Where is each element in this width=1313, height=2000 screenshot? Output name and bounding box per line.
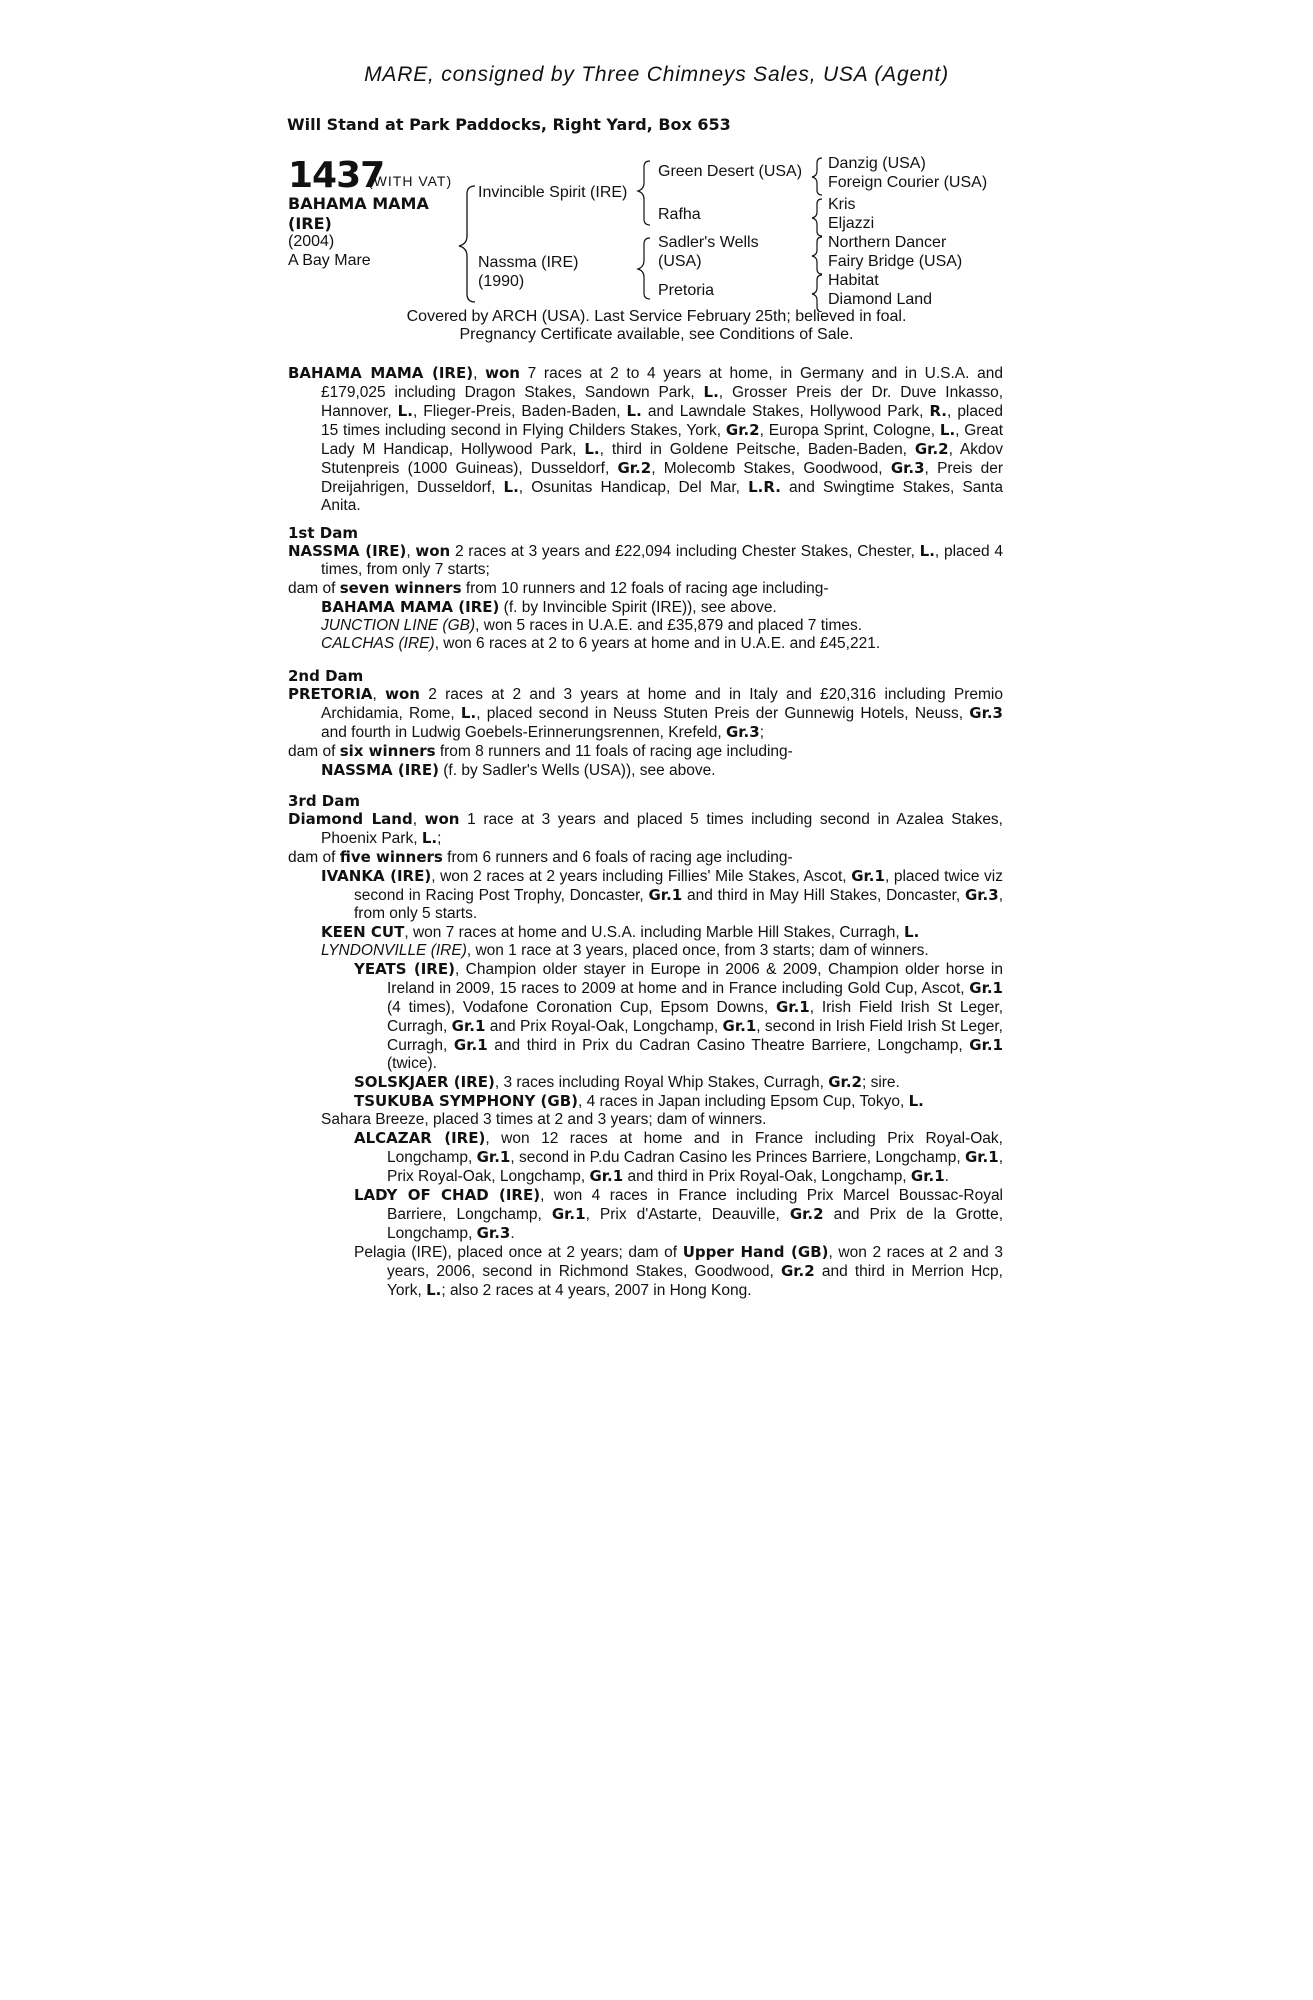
ped-dam-dam: Pretoria <box>658 282 715 299</box>
third-dam-heading: 3rd Dam <box>288 792 360 810</box>
third-dam-name: Diamond Land <box>288 810 413 828</box>
produce-bahama-mama: BAHAMA MAMA (IRE) <box>321 598 500 616</box>
second-dam-name: PRETORIA <box>288 685 373 703</box>
second-dam-heading: 2nd Dam <box>288 667 364 685</box>
ped-ds-sire: Northern Dancer <box>828 234 947 251</box>
produce-lady-of-chad: LADY OF CHAD (IRE) <box>354 1186 541 1204</box>
record-horse-name: BAHAMA MAMA (IRE) <box>288 364 474 382</box>
produce-keen-cut: KEEN CUT <box>321 923 405 941</box>
ped-sire-sire: Green Desert (USA) <box>658 163 803 180</box>
first-dam-heading: 1st Dam <box>288 524 358 542</box>
stand-location: Will Stand at Park Paddocks, Right Yard, Box 653 <box>287 115 731 134</box>
produce-yeats: YEATS (IRE) <box>354 960 455 978</box>
produce-tsukuba-symphony: TSUKUBA SYMPHONY (GB) <box>354 1092 579 1110</box>
ped-dd-sire: Habitat <box>828 272 879 289</box>
first-dam-section: 1st Dam NASSMA (IRE), won 2 races at 3 years and £22,094 including Chester Stakes, Chester, L., placed 4 times, from only 7 starts; dam of seven winners from 10 runners and 12 foals of racing age including- BAHAMA MAMA (IRE) (f. by Invincible Spirit (IRE)), see above. JUNCTION LINE (GB), won 5 races in U.A.E. and £35,879 and placed 7 times. CALCHAS (IRE), won 6 races at 2 to 6 years at home and in U.A.E. and £45,221. <box>288 524 1003 652</box>
ped-dd-dam: Diamond Land <box>828 291 933 308</box>
produce-upper-hand: Upper Hand (GB) <box>682 1243 829 1261</box>
horse-name-line2: (IRE) <box>288 214 332 233</box>
foaling-year: (2004) <box>288 233 335 250</box>
page-header: MARE, consigned by Three Chimneys Sales, USA (Agent) <box>364 63 949 86</box>
produce-nassma: NASSMA (IRE) <box>321 761 439 779</box>
lot-number: 1437 <box>288 155 385 196</box>
ped-sd-dam: Eljazzi <box>828 215 875 232</box>
covered-line1: Covered by ARCH (USA). Last Service February 25th; believed in foal. <box>406 308 907 325</box>
first-dam-name: NASSMA (IRE) <box>288 542 407 560</box>
ped-dam-sire-line1: Sadler's Wells <box>658 234 759 251</box>
third-dam-section: 3rd Dam Diamond Land, won 1 race at 3 years and placed 5 times including second in Azalea Stakes, Phoenix Park, L.; dam of five winners from 6 runners and 6 foals of racing age including- IVANKA (IRE), won 2 races at 2 years including Fillies' Mile Stakes, Ascot, Gr.1, placed twice viz second in Racing Post Trophy, Doncaster, Gr.1 and third in May Hill Stakes, Doncaster, Gr.3, from only 5 starts. KEEN CUT, won 7 races at home and U.S.A. including Marble Hill Stakes, Curragh, L. LYNDONVILLE (IRE), won 1 race at 3 years, placed once, from 3 starts; dam of winners. YEATS (IRE), Champion older stayer in Europe in 2006 & 2009, Champion older horse in Ireland in 2009, 15 races to 2009 at home and in France including Gold Cup, Ascot, Gr.1 (4 times), Vodafone Coronation Cup, Epsom Downs, Gr.1, Irish Field Irish St Leger, Curragh, Gr.1 and Prix Royal-Oak, Longchamp, Gr.1, second in Irish Field Irish St Leger, Curragh, Gr.1 and third in Prix du Cadran Casino Theatre Barriere, Longchamp, Gr.1 (twice). SOLSKJAER (IRE), 3 races including Royal Whip Stakes, Curragh, Gr.2; sire. TSUKUBA SYMPHONY (GB), 4 races in Japan including Epsom Cup, Tokyo, L. Sahara Breeze, placed 3 times at 2 and 3 years; dam of winners. ALCAZAR (IRE), won 12 races at home and in France including Prix Royal-Oak, Longchamp, Gr.1, second in P.du Cadran Casino les Princes Barriere, Longchamp, Gr.1, Prix Royal-Oak, Longchamp, Gr.1 and third in Prix Royal-Oak, Longchamp, Gr.1. LADY OF CHAD (IRE), won 4 races in France including Prix Marcel Boussac-Royal Barriere, Longchamp, Gr.1, Prix d'Astarte, Deauville, Gr.2 and Prix de la Grotte, Longchamp, Gr.3. Pelagia (IRE), placed once at 2 years; dam of Upper Hand (GB), won 2 races at 2 and 3 years, 2006, second in Richmond Stakes, Goodwood, Gr.2 and third in Merrion Hcp, York, L.; also 2 races at 4 years, 2007 in Hong Kong. <box>288 792 1004 1299</box>
produce-ivanka: IVANKA (IRE) <box>321 867 432 885</box>
ped-dam-sire-line2: (USA) <box>658 253 702 270</box>
record-won: won <box>485 364 520 382</box>
pedigree-brace-sire <box>640 160 660 235</box>
horse-description: A Bay Mare <box>288 252 371 269</box>
ped-sd-sire: Kris <box>828 196 856 213</box>
horse-record: BAHAMA MAMA (IRE), won 7 races at 2 to 4 years at home, in Germany and in U.S.A. and £179,025 including Dragon Stakes, Sandown Park, L., Grosser Preis der Dr. Duve Inkasso, Hannover, L., Flieger-Preis, Baden-Baden, L. and Lawndale Stakes, Hollywood Park, R., placed 15 times including second in Flying Childers Stakes, York, Gr.2, Europa Sprint, Cologne, L., Great Lady M Handicap, Hollywood Park, L., third in Goldene Peitsche, Baden-Baden, Gr.2, Akdov Stutenpreis (1000 Guineas), Dusseldorf, Gr.2, Molecomb Stakes, Goodwood, Gr.3, Preis der Dreijahrigen, Dusseldorf, L., Osunitas Handicap, Del Mar, L.R. and Swingtime Stakes, Santa Anita. <box>288 364 1004 514</box>
produce-pelagia: Pelagia (IRE), placed once at 2 years; dam of <box>354 1244 683 1261</box>
produce-alcazar: ALCAZAR (IRE) <box>354 1129 486 1147</box>
ped-dam-sire <box>658 233 759 271</box>
ped-ss-dam: Foreign Courier (USA) <box>828 174 988 191</box>
horse-name-line1: BAHAMA MAMA <box>288 194 429 213</box>
produce-solskjaer: SOLSKJAER (IRE) <box>354 1073 495 1091</box>
pedigree-braces-gen3 <box>800 152 830 312</box>
produce-sahara-breeze: Sahara Breeze, placed 3 times at 2 and 3 years; dam of winners. <box>321 1111 767 1128</box>
ped-dam-line2: (1990) <box>478 273 525 290</box>
vat-label: (WITH VAT) <box>368 173 453 189</box>
produce-calchas: CALCHAS (IRE) <box>321 635 435 652</box>
ped-dam <box>478 253 578 291</box>
ped-dam-line1: Nassma (IRE) <box>478 254 579 271</box>
second-dam-section: 2nd Dam PRETORIA, won 2 races at 2 and 3 years at home and in Italy and £20,316 including Premio Archidamia, Rome, L., placed second in Neuss Stuten Preis der Gunnewig Hotels, Neuss, Gr.3 and fourth in Ludwig Goebels-Erinnerungsrennen, Krefeld, Gr.3; dam of six winners from 8 runners and 11 foals of racing age including- NASSMA (IRE) (f. by Sadler's Wells (USA)), see above. <box>288 667 1003 779</box>
produce-junction-line: JUNCTION LINE (GB) <box>321 617 476 634</box>
ped-ds-dam: Fairy Bridge (USA) <box>828 253 963 270</box>
ped-sire: Invincible Spirit (IRE) <box>478 184 628 201</box>
ped-sire-dam: Rafha <box>658 206 701 223</box>
covered-line2: Pregnancy Certificate available, see Conditions of Sale. <box>459 326 854 343</box>
covered-note <box>0 308 1313 344</box>
horse-name <box>288 194 448 234</box>
ped-ss-sire: Danzig (USA) <box>828 155 926 172</box>
produce-lyndonville: LYNDONVILLE (IRE) <box>321 942 467 959</box>
